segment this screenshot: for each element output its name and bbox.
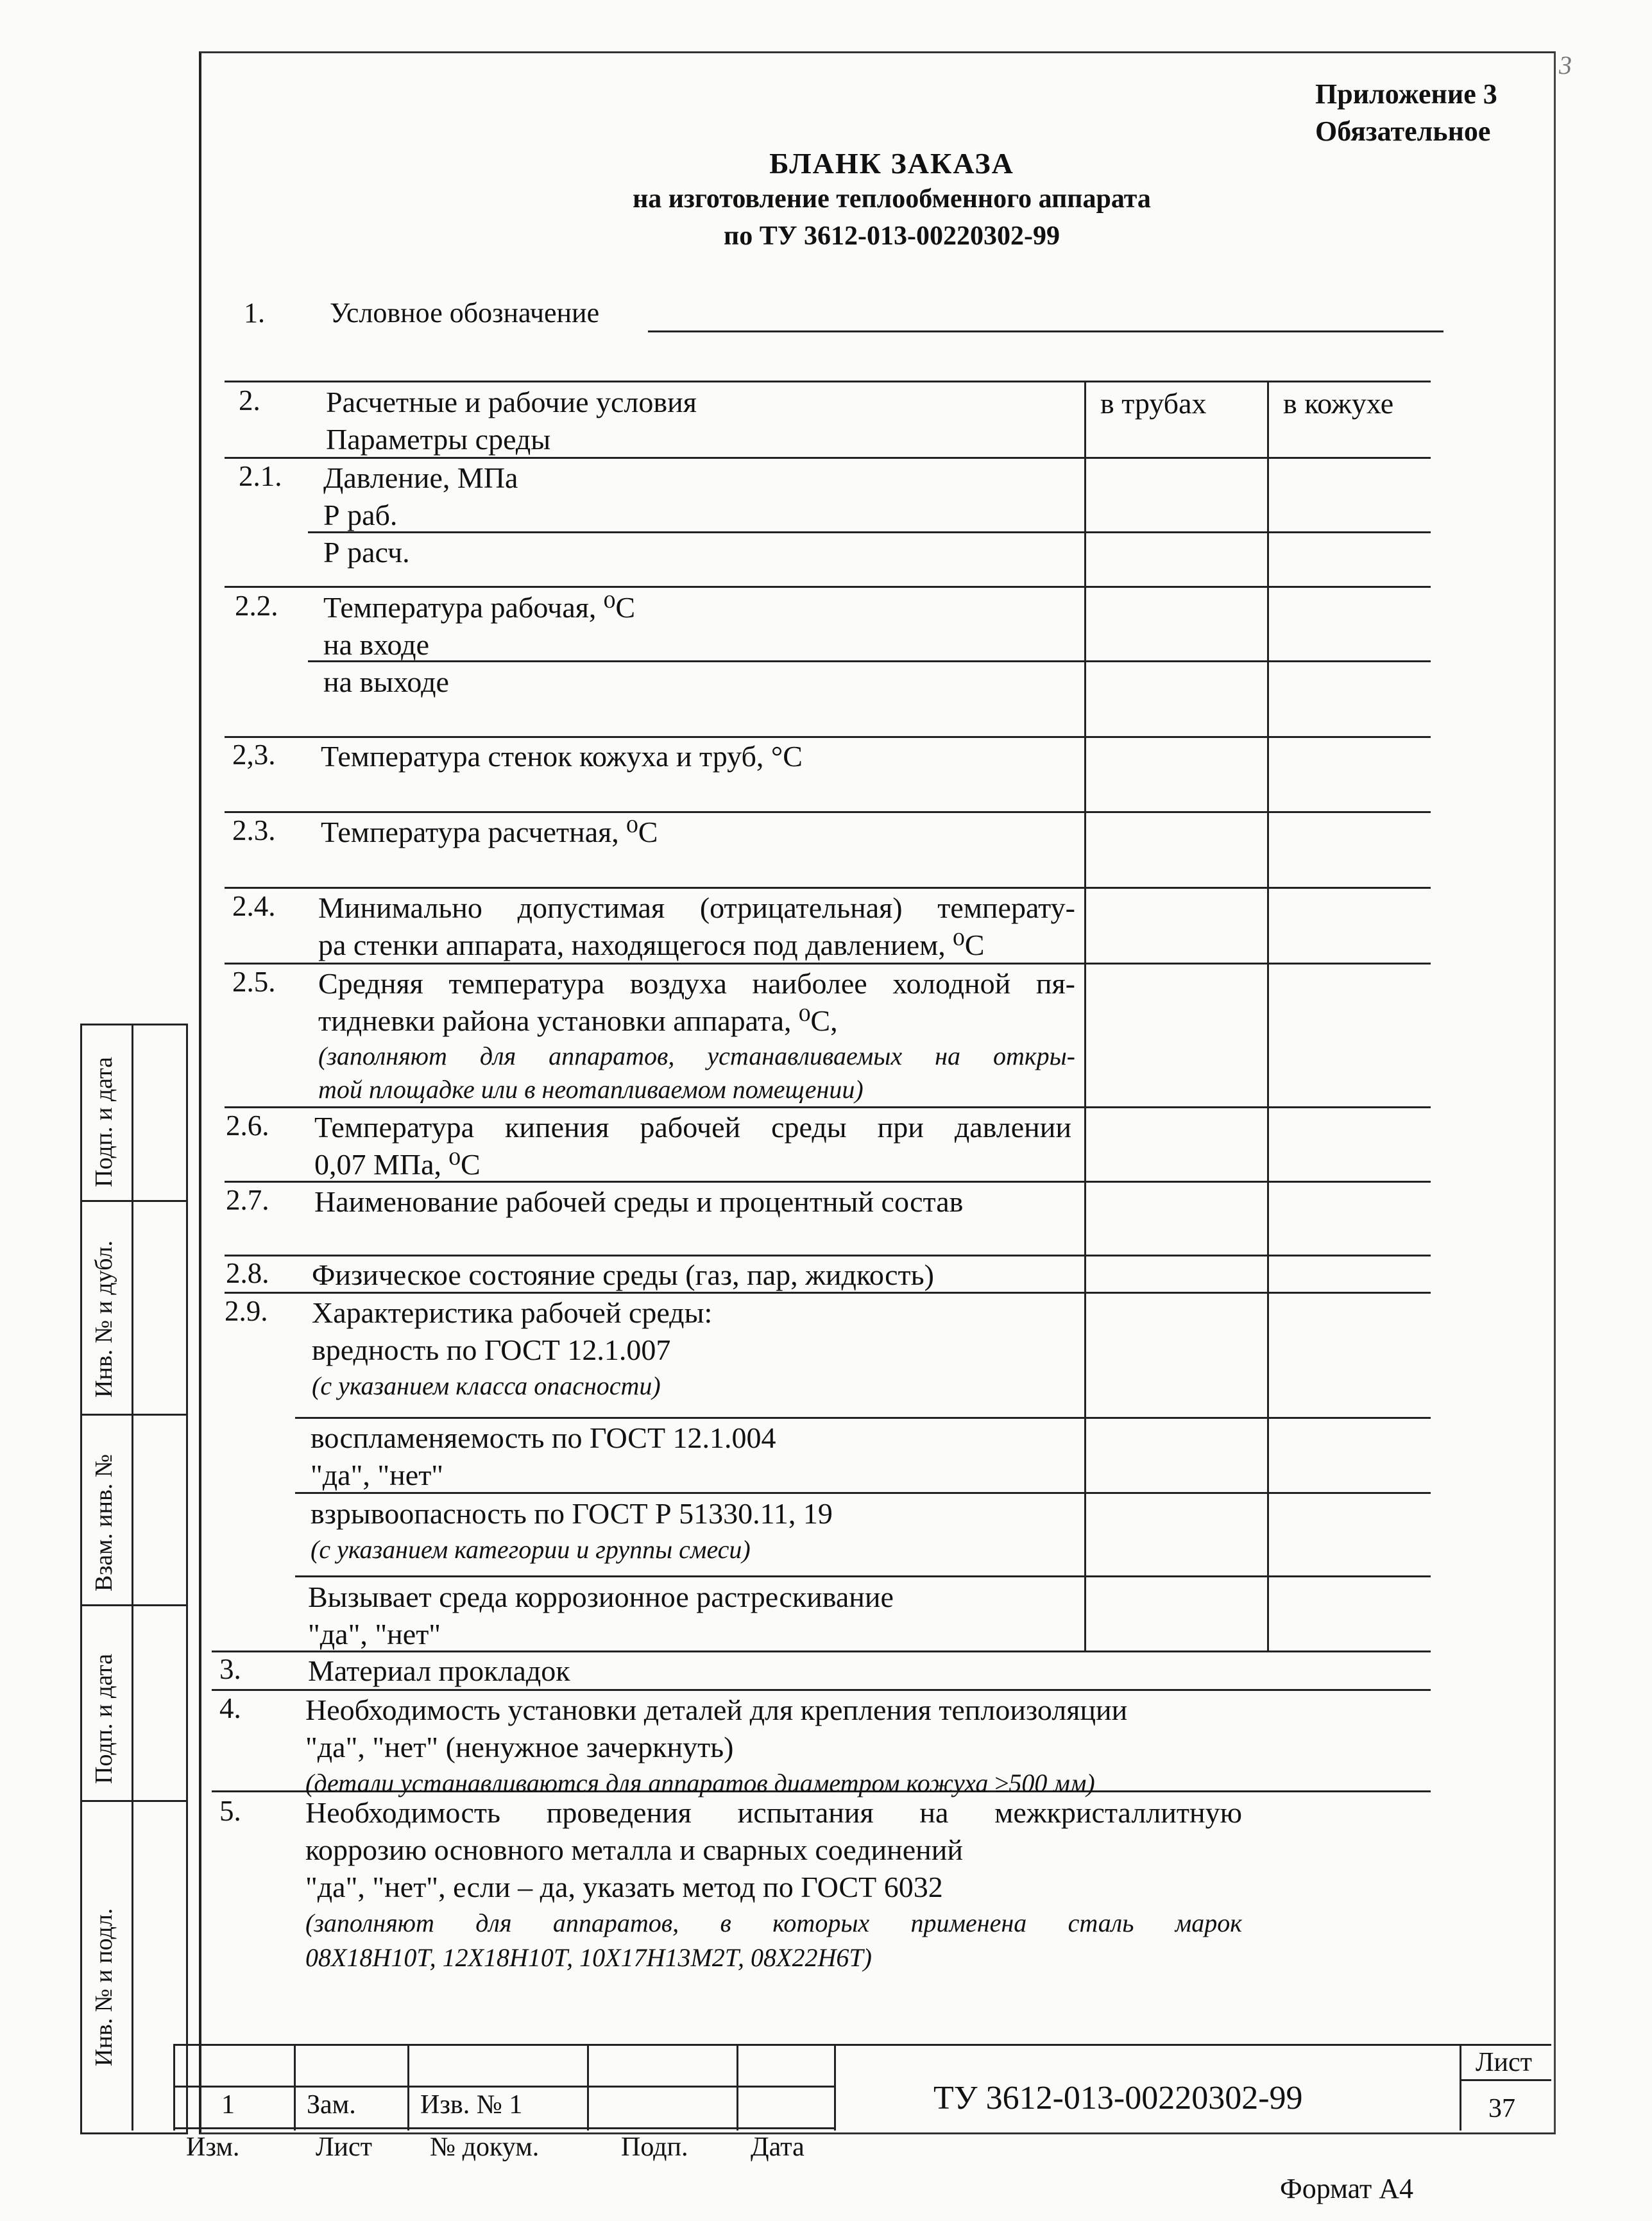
row-label: Физическое состояние среды (газ, пар, жидкость) xyxy=(312,1258,934,1291)
row-label: Температура стенок кожуха и труб, °С xyxy=(321,740,803,773)
row-number: 2. xyxy=(239,384,260,416)
appendix-label: Приложение 3 xyxy=(1315,78,1497,110)
tb-sheet-label: Лист xyxy=(1476,2048,1532,2077)
row-label: Наименование рабочей среды и процентный состав xyxy=(314,1185,964,1218)
appendix-header xyxy=(1315,76,1497,150)
tb-label-docno: № докум. xyxy=(430,2132,540,2162)
row-label: воспламеняемость по ГОСТ 12.1.004 "да", "нет" xyxy=(311,1421,776,1491)
side-label-sign-date-2: Подп. и дата xyxy=(90,1653,117,1784)
side-label-dup-inv: Инв. № и дубл. xyxy=(90,1240,117,1398)
row-label: Температура рабочая, ⁰С на входе xyxy=(323,591,636,661)
row-number: 2.1. xyxy=(239,460,282,492)
row-label: Минимально допустимая (отрицательная) температу- ра стенки аппарата, находящегося под давлением, ⁰С xyxy=(318,891,1075,961)
tb-doc-code: ТУ 3612-013-00220302-99 xyxy=(933,2080,1303,2116)
tb-label-sheet: Лист xyxy=(316,2132,372,2162)
designation-field[interactable] xyxy=(648,330,1443,332)
tb-doc-val: Изв. № 1 xyxy=(420,2090,523,2120)
row-number: 2.9. xyxy=(225,1295,268,1327)
item-1-label: Условное обозначение xyxy=(330,297,600,329)
row-label: Вызывает среда коррозионное растрескивание "да", "нет" xyxy=(308,1581,894,1651)
corner-mark: 3 xyxy=(1559,51,1572,80)
row-number: 2.7. xyxy=(226,1184,269,1216)
tb-sheet-number: 37 xyxy=(1488,2094,1515,2123)
form-title: БЛАНК ЗАКАЗА xyxy=(769,147,1014,180)
row-label: на выходе xyxy=(323,665,449,698)
row-number: 2.6. xyxy=(226,1110,269,1142)
row-number: 3. xyxy=(219,1653,241,1685)
row-number: 2.3. xyxy=(232,814,276,846)
row-label: Расчетные и рабочие условия Параметры среды xyxy=(326,386,697,456)
row-label: Материал прокладок xyxy=(308,1654,570,1687)
tb-label-sign: Подп. xyxy=(621,2132,688,2162)
tb-change-no: 1 xyxy=(221,2090,235,2120)
row-label: Температура расчетная, ⁰С xyxy=(321,816,658,848)
item-1-number: 1. xyxy=(244,297,265,329)
row-label: Р расч. xyxy=(323,536,410,569)
side-label-orig-inv: Инв. № и подл. xyxy=(90,1908,117,2066)
row-number: 2.2. xyxy=(235,590,278,622)
row-number: 2.8. xyxy=(226,1257,269,1289)
side-label-sign-date-1: Подп. и дата xyxy=(90,1056,117,1187)
tb-sheet-val: Зам. xyxy=(307,2090,356,2120)
row-number: 2,3. xyxy=(232,739,276,771)
side-label-replace-inv: Взам. инв. № xyxy=(90,1454,117,1591)
item-1 xyxy=(244,296,599,329)
row-label: Давление, МПа Р раб. xyxy=(323,461,518,531)
form-subtitle: на изготовление теплообменного аппарата xyxy=(633,184,1151,214)
format-label: Формат А4 xyxy=(1280,2173,1414,2204)
row-label: Характеристика рабочей среды: вредность по ГОСТ 12.1.007 (с указанием класса опасности) xyxy=(312,1296,713,1400)
tb-label-date: Дата xyxy=(751,2132,805,2162)
form-spec: по ТУ 3612-013-00220302-99 xyxy=(724,221,1060,251)
row-number: 2.4. xyxy=(232,890,276,922)
col-header-shell: в кожухе xyxy=(1283,387,1394,420)
col-header-tubes: в трубах xyxy=(1100,387,1207,420)
row-label: Температура кипения рабочей среды при давлении 0,07 МПа, ⁰С xyxy=(314,1111,1071,1181)
row-label: Средняя температура воздуха наиболее холодной пя- тидневки района установки аппарата, ⁰С, (заполняют для аппаратов, устанавливаемых на откры- той площадке или в неотапливаемом помещении) xyxy=(318,967,1075,1104)
row-number: 2.5. xyxy=(232,966,276,998)
mandatory-label: Обязательное xyxy=(1315,116,1491,147)
row-label: взрывоопасность по ГОСТ Р 51330.11, 19 (с указанием категории и группы смеси) xyxy=(311,1497,833,1564)
tb-label-change: Изм. xyxy=(186,2132,240,2162)
